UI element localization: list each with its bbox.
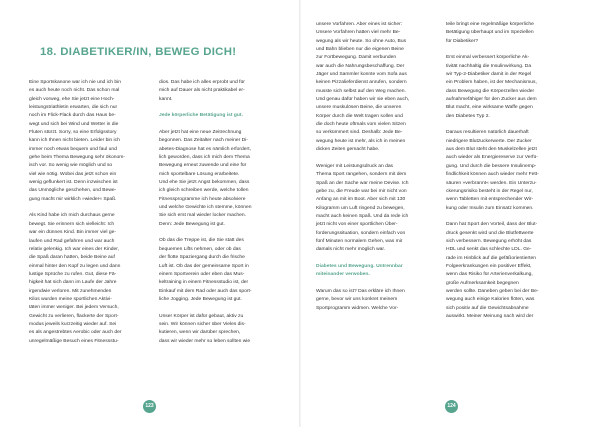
paragraph-gap bbox=[159, 104, 279, 112]
page-number-badge: 123 bbox=[143, 400, 156, 413]
paragraph-gap bbox=[446, 46, 566, 54]
section-heading: Jede körperliche Betätigung ist gut. bbox=[159, 113, 243, 119]
chapter-title: 18. DIABETIKER/IN, BEWEG DICH! bbox=[40, 46, 237, 58]
page-number-badge: 124 bbox=[445, 400, 458, 413]
paragraph: Als Kind habe ich mich durchaus gerne bewegt. Sie erinnern sich vielleicht: Ich war ein dünnes Kind. Bin immer viel ge- laufen und Rad gefahren und war auch relativ gelenkig. Ich war eines der Kinder, die Spaß daran hatten, beide Beine auf einmal hinter den Kopf zu legen und dann lustige Sprüche zu rufen. Gut, diese Fä- higkeit hat sich dann im Laufe der Jahre irgendwie verloren. Mit zunehmenden Kilos wurden meine sportlichen Aktivi- täten immer weniger. Bei jedem Versuch, Gewicht zu verlieren, flackerte der Sport- modus jeweils kurzzeitig wieder auf. Sei es als angestrebtes Aerobic oder auch der unregelmäßige Besuch eines Fitnessstu- bbox=[29, 213, 122, 344]
column-right-1 bbox=[316, 21, 436, 313]
paragraph-gap bbox=[316, 255, 436, 263]
section-heading: Diabetes und Bewegung. Untrennbar miteinander verwoben. bbox=[316, 263, 403, 278]
page-gutter bbox=[299, 0, 301, 427]
paragraph-gap bbox=[446, 121, 566, 129]
paragraph: teile bringt eine regelmäßige körperliche Betätigung überhaupt und im Speziellen für Diabetiker? bbox=[446, 22, 534, 44]
paragraph: Warum das so ist? Das erkläre ich Ihnen gerne, bevor wir uns konkret meinem Sportprogramm widmen. Welche Vor- bbox=[316, 288, 405, 311]
column-right-2 bbox=[446, 21, 566, 321]
paragraph-gap bbox=[316, 280, 436, 288]
paragraph: Aber jetzt hat eine neue Zeitrechnung begonnen. Das Zeitalter nach meiner Di- abetes-Diagnose hat es nämlich erfordert, lich geworden, dass ich mich dem Thema Bewegung erneut zuwende und eine für mich sportelbare Lösung erarbeitete. Und ehe Sie jetzt Angst bekommen, dass ich gleich schreiben werde, welche tollen Fitnessprogramme ich heute absolviere und welche Gewichte ich stemme, können Sie sich erst mal wieder locker machen. Denn: Jede Bewegung ist gut. bbox=[159, 130, 252, 227]
column-left-1 bbox=[29, 79, 149, 346]
paragraph-gap bbox=[159, 304, 279, 312]
paragraph-gap bbox=[159, 229, 279, 237]
paragraph-gap bbox=[316, 155, 436, 163]
paragraph: Dann hat Sport den Vorteil, dass der Blut- druck gesenkt wird und die Blutfettwerte sich verbessern. Bewegung erhöht das HDL und senkt das schlechte LDL. Ge- rade im Hinblick auf die gefäßorientierten Folgeerkrankungen ein positiver Effekt, wenn das Risiko für Arterienverkalkung, große Aufmerksamkeit begegnen werden sollte. Daneben geben bei der Be- wegung auch einige Kalorien flöten, was sich positiv auf die Gewichtsabnahme auswirkt. Meiner Meinung nach wird der bbox=[446, 222, 539, 319]
paragraph-gap bbox=[29, 204, 149, 212]
paragraph-gap bbox=[446, 213, 566, 221]
paragraph: Eine Sportskanone war ich nie und ich bin es auch heute noch nicht. Das schon mal gleich vorweg, ehe Sie jetzt eine Hoch- leistungstriathletin erwarten, die sich nur noch im Flick-Flack durch das Haus be- wegt und sich bei Wind und Wetter in die Fluten stürzt. Sorry, so eine Erfolgsstory kann ich Ihnen nicht bieten. Leider bin ich immer noch etwas bequem und faul und gehe beim Thema Bewegung sehr ökonom- isch vor. So wenig wie möglich und so viel wie nötig. Wobei das jetzt schon ein wenig geflunkert ist. Denn inzwischen ist das Unmögliche geschehen, und Bewe- gung macht mir wirklich »wieder« Spaß. bbox=[29, 80, 125, 202]
paragraph: dios. Das habe ich alles erprobt und für mich auf Dauer als nicht praktikabel er- kannt. bbox=[159, 80, 245, 102]
paragraph: Ob das die Treppe ist, die Sie statt des bequemen Lifts nehmen, oder ob das der flotte Spaziergang durch die frische Luft ist. Ob das der gemeinsame Sport in einem Sportverein oder eben das Mus- keltraining in einem Fitnessstudio ist, der Einkauf mit dem Rad oder auch das sport- liche Jogging. Jede Bewegung ist gut. bbox=[159, 238, 252, 302]
paragraph: Erst einmal verbessert körperliche Ak- tivität nachhaltig die Insulinwirkung. Da wir Typ-2-Diabetiker damit in der Regel ein Problem haben, ist der Mechanismus, dass Bewegung die Körperzellen wieder aufnahmefähiger für den Zucker aus dem Blut macht, eine wirksame Waffe gegen den Diabetes Typ 2. bbox=[446, 55, 537, 119]
paragraph: Daraus resultieren natürlich dauerhaft niedrigere Blutzuckerwerte. Der Zucker aus dem Blut steht den Muskelzellen jetzt auch wieder als Energiereserve zur Verfü- gung. Und durch die bessere Insulinemp- findlichkeit können auch wieder mehr Fett- säuren »verbrannt« werden. Ein Unterzu- ckerungsrisiko besteht in der Regel nur, wenn Tabletten mit entsprechender Wir- kung oder Insulin zum Einsatz kommen. bbox=[446, 130, 539, 211]
paragraph: Weniger mit Leistungsdruck an das Thema Sport rangehen, sondern mit dem Spaß an der Sache war meine Devise. Ich gebe zu, die Freude war bei mir nicht von Anfang an mit im Boot. Aber sich mit 130 Kilogramm um Luft ringend zu bewegen, macht auch keinen Spaß. Und da rede ich jetzt nicht von einer sportlichen Über- forderungssituation, sondern einfach von fünf Minuten normalem Gehen, was mir damals nicht mehr möglich war. bbox=[316, 163, 409, 253]
paragraph: unsere Vorfahren. Aber eines ist sicher: Unsere Vorfahren hatten viel mehr Be- wegung als wir heute. So ohne Auto, Bus und Bahn blieben nur die eigenen Beine zur Fortbewegung. Damit verbunden war auch die Nahrungsbeschaffung. Der Jäger und Sammler konnte vom Sofa aus keinen Pizzalieferdienst anrufen, sondern musste sich selbst auf den Weg machen. Und genau dafür haben wir sie eben auch, unsere muskulösen Beine, die unseren Körper durch die Welt tragen sollen und die doch heute oftmals vom vielen Sitzen so verkümmert sind. Deshalb: Jede Be- wegung heute ist mehr, als ich in meinen dicken Zeiten gemacht habe. bbox=[316, 22, 410, 153]
paragraph-gap bbox=[159, 121, 279, 129]
paragraph: Unser Körper ist dafür gebaut, aktiv zu sein. Wir können sicher über Vieles dis- kutieren, wenn wir darüber sprechen, dass wir wieder mehr so leben sollten wie bbox=[159, 313, 251, 344]
column-left-2 bbox=[159, 79, 279, 346]
